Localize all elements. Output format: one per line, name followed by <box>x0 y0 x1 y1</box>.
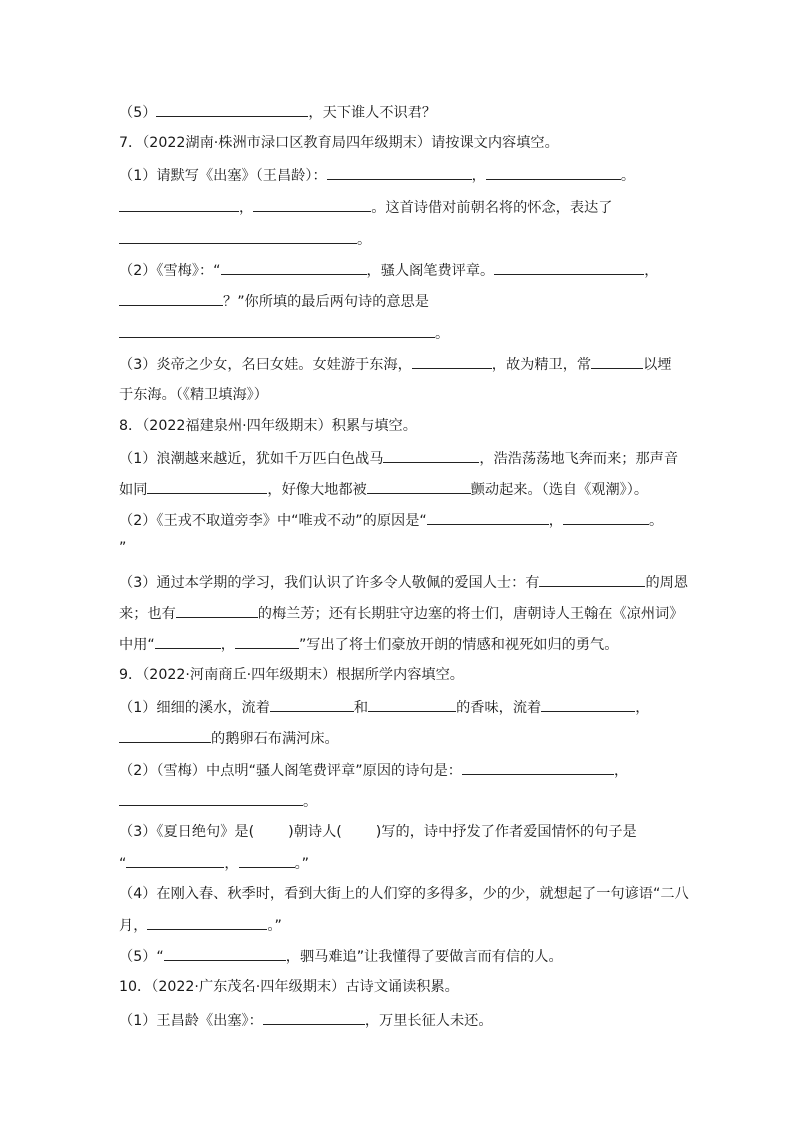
text: ？”你所填的最后两句诗的意思是 <box>223 294 429 310</box>
fill-blank[interactable] <box>494 260 644 275</box>
fill-blank[interactable] <box>156 102 308 117</box>
text: 的香味，流着 <box>456 700 542 716</box>
text: 。 <box>648 513 664 529</box>
line-q9-3b <box>119 853 309 874</box>
fill-blank[interactable] <box>427 510 549 525</box>
text: （5）“ <box>119 949 164 965</box>
text: ， <box>635 700 650 716</box>
line-q7-2c <box>119 323 449 344</box>
text: （3）通过本学期的学习，我们认识了许多令人敬佩的爱国人士：有 <box>119 575 540 591</box>
line-q8-2 <box>119 510 663 531</box>
question-10-heading <box>119 977 459 997</box>
text: 。 <box>357 232 372 248</box>
text: 。” <box>294 856 310 872</box>
text: ， <box>471 168 486 184</box>
line-q8-3c <box>119 634 618 655</box>
fill-blank[interactable] <box>119 197 239 212</box>
line-q9-5 <box>119 946 563 967</box>
text: ，浩浩荡荡地飞奔而来；那声音 <box>479 451 679 467</box>
text: ， <box>239 200 254 216</box>
text: ，万里长征人未还。 <box>364 1013 493 1029</box>
text: （1）细细的溪水，流着 <box>119 700 270 716</box>
text: （1）浪潮越来越近，犹如千万匹白色战马 <box>119 451 384 467</box>
line-q9-3 <box>119 822 637 842</box>
text: )写的，诗中抒发了作者爱国情怀的句子是 <box>375 824 637 840</box>
line-q7-1b <box>119 197 612 218</box>
text: （2）《王戎不取道旁李》中“唯戎不动”的原因是“ <box>119 513 427 529</box>
text: 的梅兰芳；还有长期驻守边塞的将士们，唐朝诗人王翰在《凉州词》 <box>257 606 684 622</box>
text: 7．（2022湖南·株洲市渌口区教育局四年级期末）请按课文内容填空。 <box>119 135 559 151</box>
fill-blank[interactable] <box>486 165 621 180</box>
text: ，好像大地都被 <box>267 482 367 498</box>
fill-blank[interactable] <box>221 260 367 275</box>
fill-blank[interactable] <box>367 479 471 494</box>
fill-blank[interactable] <box>239 853 295 868</box>
line-q7-2b <box>119 291 429 312</box>
fill-blank[interactable] <box>462 760 614 775</box>
fill-blank[interactable] <box>164 946 286 961</box>
fill-blank[interactable] <box>235 634 299 649</box>
fill-blank[interactable] <box>327 165 472 180</box>
fill-blank[interactable] <box>119 291 223 306</box>
fill-blank[interactable] <box>368 697 456 712</box>
text: （3）炎帝之少女，名曰女娃。女娃游于东海， <box>119 357 412 373</box>
line-q7-1c <box>119 229 371 250</box>
line-q8-1b <box>119 479 648 500</box>
text: 中用“ <box>119 637 155 653</box>
text: 8．（2022福建泉州·四年级期末）积累与填空。 <box>119 418 417 434</box>
text: ， <box>548 513 563 529</box>
fill-blank[interactable] <box>155 634 221 649</box>
fill-blank[interactable] <box>412 354 492 369</box>
line-q7-1 <box>119 165 635 186</box>
text: （3）《夏日绝句》是( <box>119 824 255 840</box>
text: ， <box>613 763 629 779</box>
fill-blank[interactable] <box>119 229 357 244</box>
line-q9-2 <box>119 760 628 781</box>
line-q8-3 <box>119 572 688 593</box>
text: （2）（雪梅）中点明“骚人阁笔费评章”原因的诗句是： <box>119 763 462 779</box>
line-q7-3 <box>119 354 672 375</box>
text: 如同 <box>119 482 148 498</box>
text: 。 <box>303 794 318 810</box>
text: （1）王昌龄《出塞》： <box>119 1013 263 1029</box>
fill-blank[interactable] <box>119 323 435 338</box>
text: 颤动起来。（选自《观潮》）。 <box>470 482 649 498</box>
text: )朝诗人( <box>288 824 342 840</box>
text: （5） <box>119 105 157 121</box>
text: （4）在刚入春、秋季时，看到大街上的人们穿的多得多，少的少，就想起了一句谚语“二八 <box>119 886 689 902</box>
fill-blank[interactable] <box>541 697 635 712</box>
line-q7-3b <box>119 385 268 405</box>
line-q9-4 <box>119 884 689 904</box>
text: ” <box>119 540 127 556</box>
text: 的周恩 <box>645 575 689 591</box>
text: 。这首诗借对前朝名将的怀念，表达了 <box>371 200 613 216</box>
fill-blank[interactable] <box>126 853 224 868</box>
line-q10-1 <box>119 1010 493 1031</box>
fill-blank[interactable] <box>270 697 354 712</box>
line-q6-5 <box>119 102 436 123</box>
text: 。 <box>435 326 450 342</box>
text: ，天下谁人不识君？ <box>308 105 437 121</box>
text: （2）《雪梅》：“ <box>119 263 221 279</box>
text: ， <box>644 263 659 279</box>
line-q9-2b <box>119 791 317 812</box>
line-q8-2b <box>119 538 126 558</box>
text: 9．（2022·河南商丘·四年级期末）根据所学内容填空。 <box>119 667 464 683</box>
text: 10．（2022·广东茂名·四年级期末）古诗文诵读积累。 <box>119 979 459 995</box>
fill-blank[interactable] <box>147 479 267 494</box>
text: 。” <box>267 918 282 934</box>
fill-blank[interactable] <box>539 572 645 587</box>
fill-blank[interactable] <box>383 448 479 463</box>
fill-blank[interactable] <box>147 915 267 930</box>
text: 来；也有 <box>119 606 176 622</box>
line-q7-2 <box>119 260 658 281</box>
text: 和 <box>353 700 369 716</box>
text: 于东海。（《精卫填海》） <box>119 387 268 403</box>
text: （1）请默写《出塞》（王昌龄）： <box>119 168 327 184</box>
text: ， <box>224 856 239 872</box>
text: ”写出了将士们豪放开朗的情感和视死如归的勇气。 <box>298 637 619 653</box>
question-7-heading <box>119 133 559 153</box>
text: ，骚人阁笔费评章。 <box>366 263 495 279</box>
text: “ <box>119 856 127 872</box>
line-q9-1 <box>119 697 649 718</box>
question-9-heading <box>119 665 464 685</box>
text: ，故为精卫，常 <box>491 357 592 373</box>
question-8-heading <box>119 416 417 436</box>
text: ，驷马难追”让我懂得了要做言而有信的人。 <box>285 949 563 965</box>
fill-blank[interactable] <box>176 603 258 618</box>
text: 以堙 <box>643 357 672 373</box>
text: 的鹅卵石布满河床。 <box>211 731 339 747</box>
line-q8-1 <box>119 448 678 469</box>
text: 月， <box>119 918 148 934</box>
fill-blank[interactable] <box>119 728 211 743</box>
line-q8-3b <box>119 603 683 624</box>
text: ， <box>220 637 235 653</box>
fill-blank[interactable] <box>563 510 649 525</box>
line-q9-4b <box>119 915 282 936</box>
line-q9-1b <box>119 728 339 749</box>
fill-blank[interactable] <box>263 1010 365 1025</box>
fill-blank[interactable] <box>253 197 371 212</box>
text: 。 <box>620 168 636 184</box>
fill-blank[interactable] <box>119 791 303 806</box>
fill-blank[interactable] <box>591 354 643 369</box>
